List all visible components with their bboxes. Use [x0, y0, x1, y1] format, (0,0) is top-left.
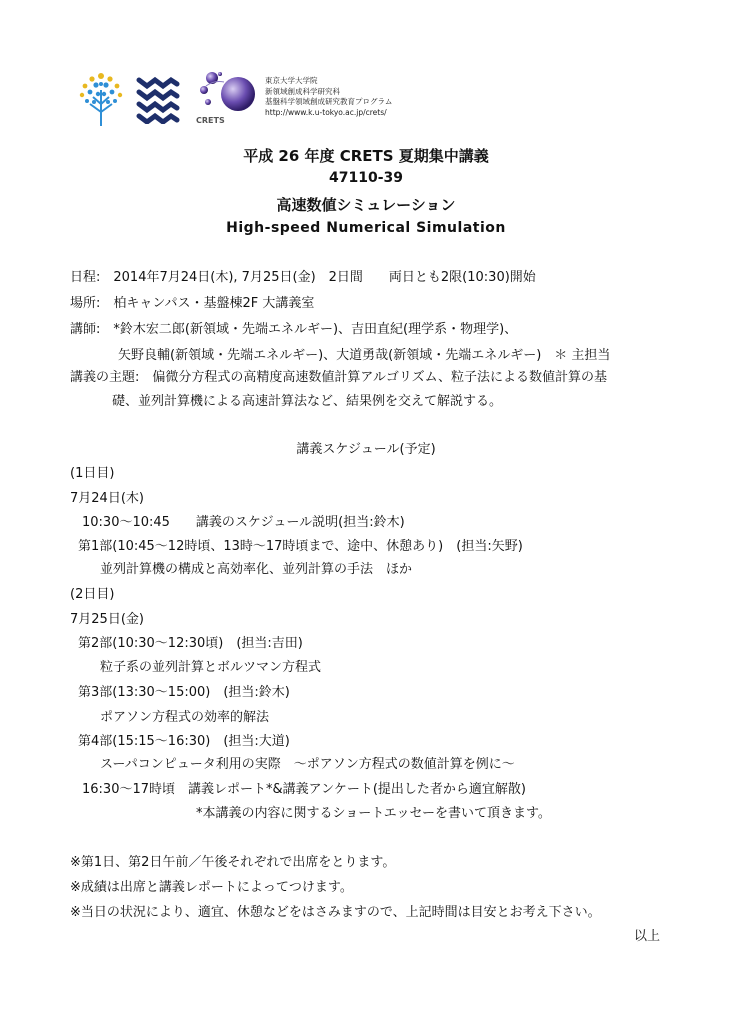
lecturers-line-cont: 矢野良輔(新領域・先端エネルギー)、大道勇哉(新領域・先端エネルギー) ＊ 主担当	[118, 348, 611, 363]
day2-part4-desc: スーパコンピュータ利用の実際 ～ポアソン方程式の数値計算を例に～	[100, 757, 515, 772]
day1-label: (1日目)	[70, 466, 115, 481]
date-line: 日程: 2014年7月24日(木), 7月25日(金) 2日間 両日とも2限(10:30)開始	[70, 270, 536, 285]
lecturers-line: 講師: *鈴木宏二郎(新領域・先端エネルギー)、吉田直紀(理学系・物理学)、	[70, 322, 518, 337]
day2-date: 7月25日(金)	[70, 612, 144, 627]
closing-mark: 以上	[634, 929, 661, 944]
day2-part4: 第4部(15:15～16:30) (担当:大道)	[78, 734, 290, 749]
course-title-year: 平成 26 年度 CRETS 夏期集中講義	[243, 147, 489, 165]
crets-logo-text: CRETS	[196, 116, 225, 125]
note-attendance: ※第1日、第2日午前／午後それぞれで出席をとります。	[70, 855, 396, 870]
waves-logo-icon	[136, 74, 180, 124]
day1-part1-desc: 並列計算機の構成と高効率化、並列計算の手法 ほか	[100, 562, 413, 577]
day2-label: (2日目)	[70, 587, 115, 602]
day1-part1: 第1部(10:45～12時頃、13時～17時頃まで、途中、休憩あり) (担当:矢野)	[78, 539, 523, 554]
report-note: *本講義の内容に関するショートエッセーを書いて頂きます。	[196, 806, 551, 821]
day1-item-intro: 10:30～10:45 講義のスケジュール説明(担当:鈴木)	[82, 515, 405, 530]
theme-line: 講義の主題: 偏微分方程式の高精度高速数値計算アルゴリズム、粒子法による数値計算の基	[70, 370, 607, 385]
day1-date: 7月24日(木)	[70, 491, 144, 506]
schedule-heading: 講義スケジュール(予定)	[296, 442, 436, 457]
crets-logo-icon	[184, 70, 264, 120]
org-line: 基盤科学領域創成研究教育プログラム	[265, 97, 393, 106]
course-title-ja: 高速数値シミュレーション	[276, 196, 456, 214]
course-code: 47110-39	[329, 170, 403, 186]
organization-info	[265, 76, 392, 118]
tree-logo-icon	[76, 70, 126, 128]
day2-part2-desc: 粒子系の並列計算とボルツマン方程式	[100, 660, 322, 675]
org-line: 新領域創成科学研究科	[265, 86, 340, 96]
day2-part2: 第2部(10:30～12:30頃) (担当:吉田)	[78, 636, 303, 651]
note-schedule: ※当日の状況により、適宜、休憩などをはさみますので、上記時間は目安とお考え下さい。	[70, 905, 601, 920]
report-line: 16:30～17時頃 講義レポート*&講義アンケート(提出した者から適宜解散)	[82, 782, 527, 797]
place-line: 場所: 柏キャンパス・基盤棟2F 大講義室	[70, 296, 315, 311]
org-url: http://www.k.u-tokyo.ac.jp/crets/	[265, 107, 387, 117]
course-title-en: High-speed Numerical Simulation	[226, 220, 506, 236]
day2-part3-desc: ポアソン方程式の効率的解法	[100, 710, 270, 725]
org-line: 東京大学大学院	[265, 76, 318, 85]
theme-line-cont: 礎、並列計算機による高速計算法など、結果例を交えて解説する。	[112, 394, 503, 409]
note-grading: ※成績は出席と講義レポートによってつけます。	[70, 880, 353, 895]
day2-part3: 第3部(13:30～15:00) (担当:鈴木)	[78, 685, 290, 700]
